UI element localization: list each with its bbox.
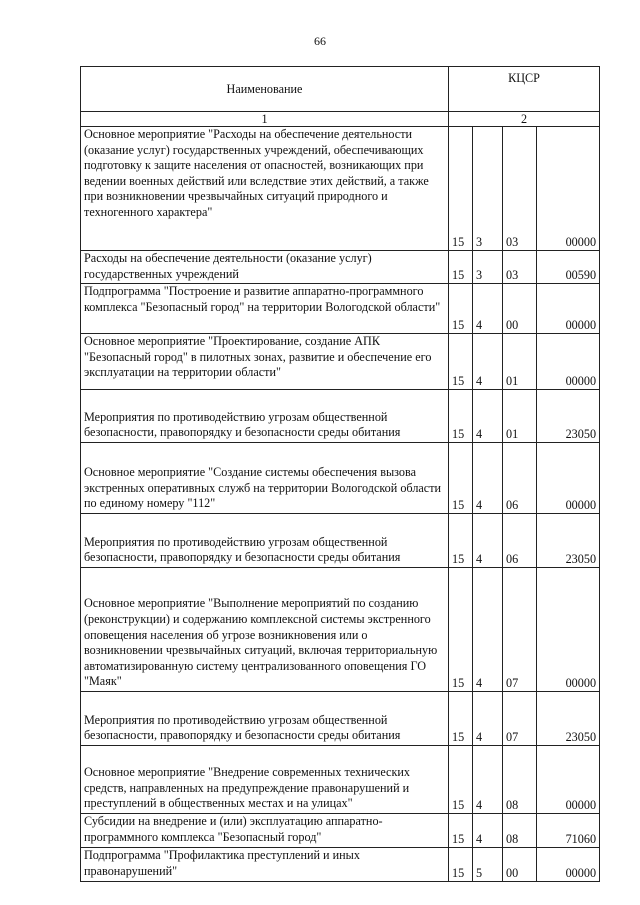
code-direction: 00000 xyxy=(537,848,600,882)
code-program: 15 xyxy=(449,127,473,251)
code-direction: 00000 xyxy=(537,284,600,334)
row-name: Мероприятия по противодействию угрозам общественной безопасности, правопорядку и безопасности среды обитания xyxy=(81,390,449,443)
header-row xyxy=(81,67,600,112)
code-subprogram: 4 xyxy=(473,390,503,443)
code-activity: 06 xyxy=(503,514,537,568)
code-program: 15 xyxy=(449,848,473,882)
code-subprogram: 4 xyxy=(473,514,503,568)
row-name: Подпрограмма "Построение и развитие аппаратно-программного комплекса "Безопасный город" на территории Вологодской области" xyxy=(81,284,449,334)
row-name: Основное мероприятие "Создание системы обеспечения вызова экстренных оперативных служб на территории Вологодской области по единому номеру "112" xyxy=(81,443,449,514)
column-number-row xyxy=(81,112,600,127)
code-activity: 01 xyxy=(503,390,537,443)
code-program: 15 xyxy=(449,692,473,746)
table-row xyxy=(81,334,600,390)
table-row xyxy=(81,390,600,443)
row-name: Основное мероприятие "Расходы на обеспечение деятельности (оказание услуг) государственных учреждений, обеспечивающих подготовку к защите населения от опасностей, возникающих при ведении военных действий или вследствие этих действий, а также при возникновении чрезвычайных ситуаций природного и техногенного характера" xyxy=(81,127,449,251)
code-direction: 00000 xyxy=(537,334,600,390)
code-direction: 23050 xyxy=(537,390,600,443)
page-number: 66 xyxy=(314,34,326,48)
code-activity: 08 xyxy=(503,814,537,848)
code-program: 15 xyxy=(449,334,473,390)
code-program: 15 xyxy=(449,568,473,692)
table-row xyxy=(81,568,600,692)
column-number-1: 1 xyxy=(81,112,449,127)
code-direction: 00000 xyxy=(537,568,600,692)
code-program: 15 xyxy=(449,514,473,568)
code-direction: 00000 xyxy=(537,443,600,514)
code-subprogram: 5 xyxy=(473,848,503,882)
table-row xyxy=(81,514,600,568)
table-row xyxy=(81,814,600,848)
code-subprogram: 4 xyxy=(473,443,503,514)
code-subprogram: 3 xyxy=(473,251,503,284)
code-subprogram: 4 xyxy=(473,692,503,746)
table-row xyxy=(81,443,600,514)
row-name: Основное мероприятие "Выполнение мероприятий по созданию (реконструкции) и содержанию комплексной системы экстренного оповещения населения об угрозе возникновения или о возникновении чрезвычайных ситуаций, включая территориальную автоматизированную систему централизованного оповещения ГО "Маяк" xyxy=(81,568,449,692)
column-header-name: Наименование xyxy=(81,67,449,112)
code-subprogram: 4 xyxy=(473,746,503,814)
code-direction: 00000 xyxy=(537,127,600,251)
row-name: Подпрограмма "Профилактика преступлений и иных правонарушений" xyxy=(81,848,449,882)
row-name: Субсидии на внедрение и (или) эксплуатацию аппаратно-программного комплекса "Безопасный город" xyxy=(81,814,449,848)
table-row xyxy=(81,848,600,882)
code-direction: 23050 xyxy=(537,692,600,746)
code-direction: 71060 xyxy=(537,814,600,848)
column-header-kcsr: КЦСР xyxy=(449,67,600,112)
code-subprogram: 4 xyxy=(473,334,503,390)
code-program: 15 xyxy=(449,746,473,814)
code-activity: 03 xyxy=(503,127,537,251)
table-row xyxy=(81,251,600,284)
code-subprogram: 4 xyxy=(473,568,503,692)
code-program: 15 xyxy=(449,251,473,284)
code-direction: 00590 xyxy=(537,251,600,284)
code-subprogram: 4 xyxy=(473,814,503,848)
row-name: Мероприятия по противодействию угрозам общественной безопасности, правопорядку и безопасности среды обитания xyxy=(81,514,449,568)
code-program: 15 xyxy=(449,390,473,443)
code-subprogram: 4 xyxy=(473,284,503,334)
table-row xyxy=(81,284,600,334)
row-name: Мероприятия по противодействию угрозам общественной безопасности, правопорядку и безопасности среды обитания xyxy=(81,692,449,746)
code-activity: 06 xyxy=(503,443,537,514)
code-program: 15 xyxy=(449,284,473,334)
row-name: Расходы на обеспечение деятельности (оказание услуг) государственных учреждений xyxy=(81,251,449,284)
code-activity: 07 xyxy=(503,692,537,746)
code-subprogram: 3 xyxy=(473,127,503,251)
code-activity: 01 xyxy=(503,334,537,390)
code-activity: 08 xyxy=(503,746,537,814)
code-program: 15 xyxy=(449,814,473,848)
column-number-2: 2 xyxy=(449,112,600,127)
code-direction: 00000 xyxy=(537,746,600,814)
kcsr-table xyxy=(80,66,600,882)
row-name: Основное мероприятие "Проектирование, создание АПК "Безопасный город" в пилотных зонах, развитие и обеспечение его эксплуатации на территории области" xyxy=(81,334,449,390)
code-direction: 23050 xyxy=(537,514,600,568)
table-row xyxy=(81,746,600,814)
table-row xyxy=(81,692,600,746)
code-program: 15 xyxy=(449,443,473,514)
row-name: Основное мероприятие "Внедрение современных технических средств, направленных на предупреждение правонарушений и преступлений в общественных местах и на улицах" xyxy=(81,746,449,814)
code-activity: 00 xyxy=(503,284,537,334)
table-row xyxy=(81,127,600,251)
code-activity: 07 xyxy=(503,568,537,692)
code-activity: 00 xyxy=(503,848,537,882)
code-activity: 03 xyxy=(503,251,537,284)
